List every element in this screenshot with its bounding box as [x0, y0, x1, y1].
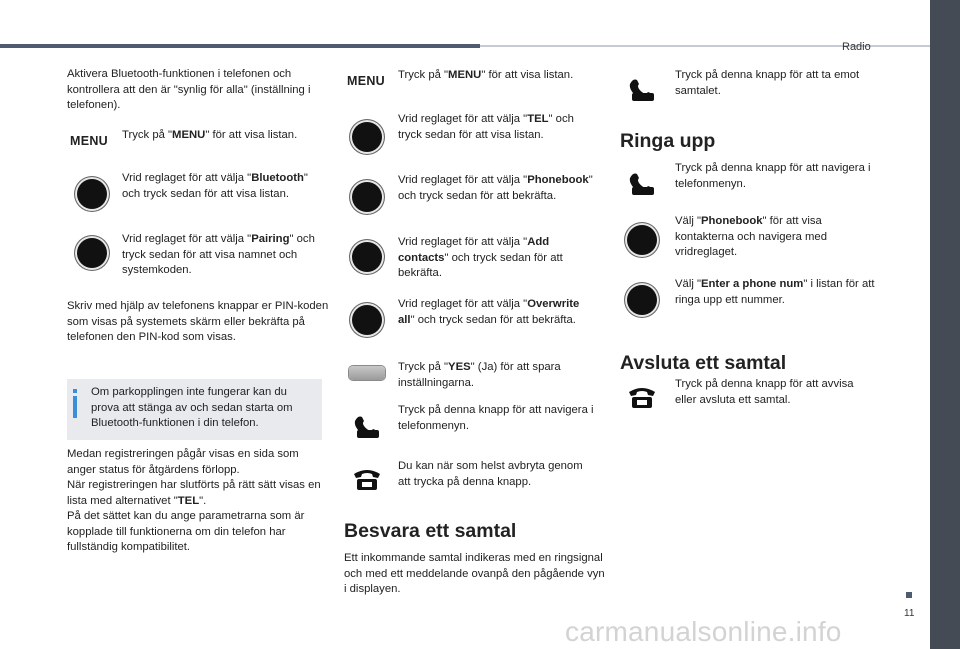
phone-accept-icon [352, 413, 382, 439]
page-edge-tab [930, 0, 960, 649]
menu-button-icon: MENU [70, 134, 109, 148]
rotary-knob-icon [350, 180, 384, 214]
status-progress-text: Medan registreringen pågår visas en sida som anger status för åtgärdens förlopp. [67, 448, 299, 476]
call-step-navigate: Tryck på denna knapp för att navigera i telefonmenyn. [675, 162, 871, 190]
phone-accept-icon [627, 76, 657, 102]
rotary-knob-icon [625, 223, 659, 257]
left-step-bluetooth: Vrid reglaget för att välja "Bluetooth" och tryck sedan för att visa listan. [122, 172, 308, 200]
rotary-knob-icon [75, 236, 109, 270]
mid-step-cancel: Du kan när som helst avbryta genom att trycka på denna knapp. [398, 460, 583, 488]
accept-call-text: Tryck på denna knapp för att ta emot samtalet. [675, 69, 860, 97]
phone-hangup-icon [352, 466, 382, 492]
mid-step-phonebook: Vrid reglaget för att välja "Phonebook" och tryck sedan för att bekräfta. [398, 174, 593, 202]
info-note-text: Om parkopplingen inte fungerar kan du prova att stänga av och sedan starta om Bluetooth-funktionen i din telefon. [91, 386, 293, 429]
mid-step-tel: Vrid reglaget för att välja "TEL" och tryck sedan för att visa listan. [398, 113, 574, 141]
watermark: carmanualsonline.info [565, 616, 842, 647]
left-step-menu: Tryck på "MENU" för att visa listan. [122, 129, 298, 141]
status-compat-text: På det sättet kan du ange parametrarna som är kopplade till funktionerna om din telefon har fullständig kompatibilitet. [67, 510, 305, 553]
status-complete-text: När registreringen har slutförts på rätt sätt visas en lista med alternativet "TEL". [67, 479, 321, 507]
pin-instructions: Skriv med hjälp av telefonens knappar er PIN-koden som visas på systemets skärm eller bekräfta på telefonen den PIN-kod som visas. [67, 300, 329, 343]
answer-call-text: Ett inkommande samtal indikeras med en ringsignal och med ett meddelande ovanpå den pågående vyn i displayen. [344, 552, 605, 595]
mid-step-menu: Tryck på "MENU" för att visa listan. [398, 69, 574, 81]
call-step-phonebook: Välj "Phonebook" för att visa kontakterna och navigera med vridreglaget. [675, 215, 827, 258]
rotary-knob-icon [75, 177, 109, 211]
rotary-knob-icon [350, 240, 384, 274]
mid-step-overwrite: Vrid reglaget för att välja "Overwrite all" och tryck sedan för att bekräfta. [398, 298, 580, 326]
registration-status [67, 447, 329, 556]
answer-call-heading: Besvara ett samtal [344, 520, 517, 542]
left-step-pairing: Vrid reglaget för att välja "Pairing" och tryck sedan för att visa namnet och systemkoden. [122, 233, 315, 276]
header-rule [0, 44, 480, 48]
phone-hangup-icon [627, 384, 657, 410]
end-call-heading: Avsluta ett samtal [620, 352, 787, 374]
mid-step-add-contacts: Vrid reglaget för att välja "Add contacts" och tryck sedan för att bekräfta. [398, 236, 563, 279]
mid-step-navigate: Tryck på denna knapp för att navigera i telefonmenyn. [398, 404, 594, 432]
section-label: Radio [842, 41, 871, 53]
phone-accept-icon [627, 170, 657, 196]
call-heading: Ringa upp [620, 130, 716, 152]
page-marker [906, 592, 912, 598]
info-note [67, 379, 322, 440]
mid-step-yes: Tryck på "YES" (Ja) för att spara inställningarna. [398, 361, 561, 389]
rotary-knob-icon [625, 283, 659, 317]
call-step-enter-number: Välj "Enter a phone num" i listan för att ringa upp ett nummer. [675, 278, 875, 306]
page-number: 11 [904, 608, 915, 619]
menu-button-icon: MENU [347, 74, 386, 88]
end-call-text: Tryck på denna knapp för att avvisa eller avsluta ett samtal. [675, 378, 854, 406]
bluetooth-intro: Aktivera Bluetooth-funktionen i telefonen och kontrollera att den är "synlig för alla" (inställning i telefonen). [67, 68, 311, 111]
rotary-knob-icon [350, 120, 384, 154]
rotary-knob-icon [350, 303, 384, 337]
yes-button-icon [349, 366, 385, 380]
info-icon [73, 389, 77, 425]
